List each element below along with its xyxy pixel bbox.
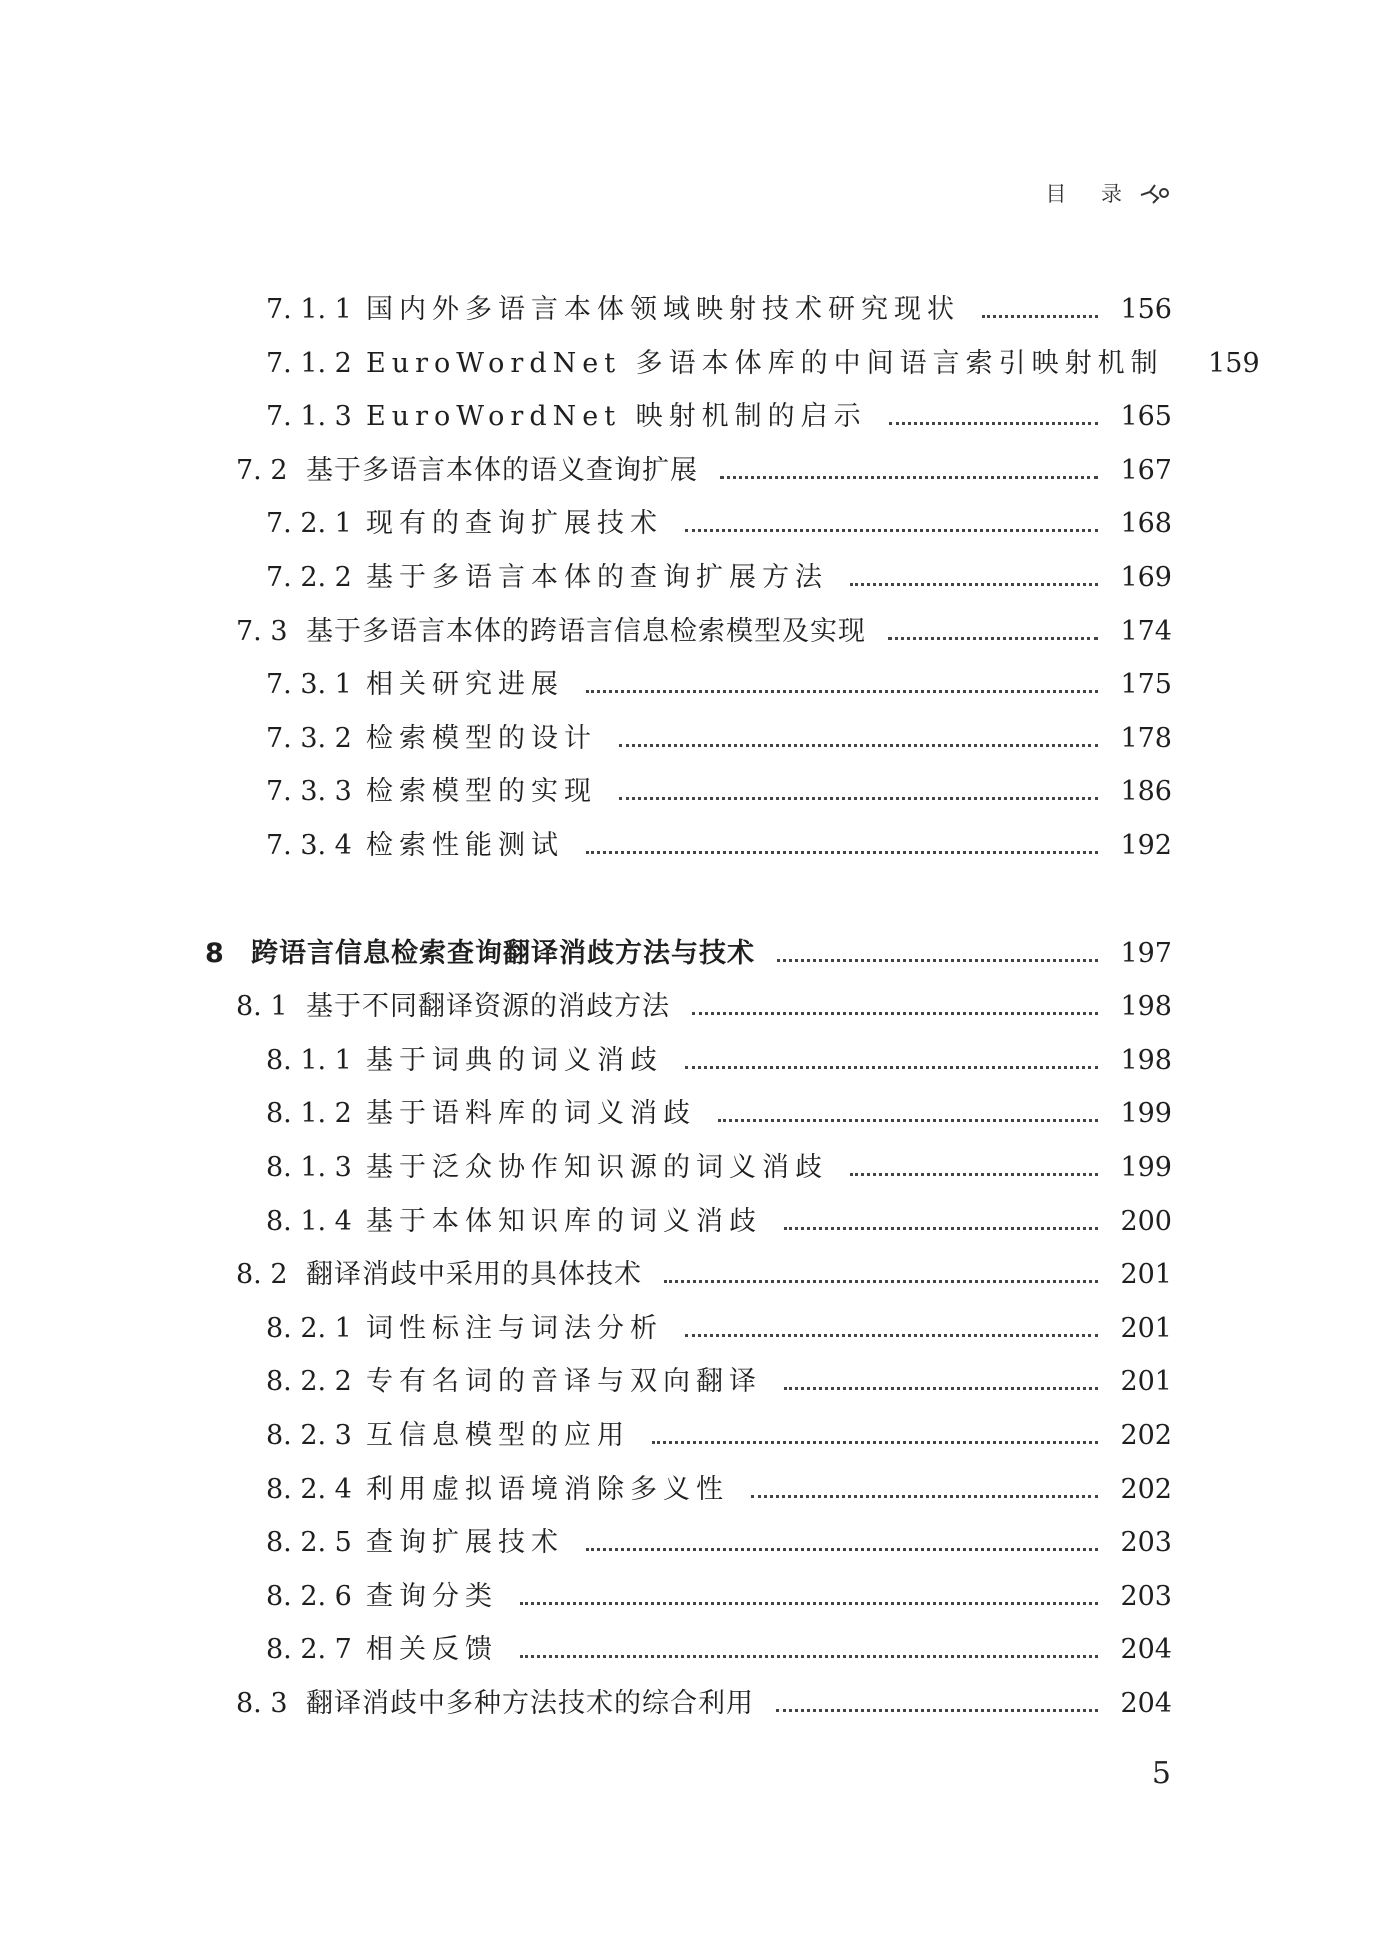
toc-entry-title: 相关研究进展 — [366, 669, 564, 700]
toc-entry-title: 翻译消歧中多种方法技术的综合利用 — [306, 1688, 754, 1719]
toc-entry-title: 检索模型的设计 — [366, 723, 597, 754]
toc-entry — [0, 1355, 1387, 1409]
dot-leader — [685, 1334, 1098, 1337]
toc-entry-page: 197 — [1120, 938, 1172, 969]
dot-leader — [784, 1387, 1098, 1390]
toc-entry-page: 199 — [1120, 1098, 1172, 1129]
toc-entry-number: 8. 1. 2 — [266, 1098, 352, 1129]
toc-entry-title: 基于语料库的词义消歧 — [366, 1098, 696, 1129]
toc-entry-number: 7. 3. 4 — [266, 830, 352, 861]
toc-entry-title: 基于多语言本体的跨语言信息检索模型及实现 — [306, 616, 866, 647]
toc-entry-page: 204 — [1120, 1634, 1172, 1665]
toc-entry — [0, 1141, 1387, 1195]
toc-entry-title: 跨语言信息检索查询翻译消歧方法与技术 — [251, 938, 755, 969]
toc-entry-number: 8. 3 — [236, 1688, 288, 1719]
dot-leader — [652, 1441, 1098, 1444]
toc-entry-number: 8. 2. 7 — [266, 1634, 352, 1665]
dot-leader — [586, 1548, 1098, 1551]
toc-entry-page: 168 — [1120, 508, 1172, 539]
toc-entry-page: 192 — [1120, 830, 1172, 861]
toc-entry — [0, 1516, 1387, 1570]
toc-entry-number: 8. 2. 6 — [266, 1581, 352, 1612]
toc-entry-page: 198 — [1120, 991, 1172, 1022]
toc-entry-page: 174 — [1120, 616, 1172, 647]
toc-entry-title: 利用虚拟语境消除多义性 — [366, 1474, 729, 1505]
dot-leader — [520, 1655, 1098, 1658]
dot-leader — [777, 959, 1098, 962]
toc-entry-title: 翻译消歧中采用的具体技术 — [306, 1259, 642, 1290]
toc-entry-page: 167 — [1120, 455, 1172, 486]
toc-entry-number: 7. 3. 2 — [266, 723, 352, 754]
toc-entry — [0, 1248, 1387, 1302]
dot-leader — [619, 797, 1098, 800]
toc-entry-number: 7. 3. 3 — [266, 776, 352, 807]
dot-leader — [586, 690, 1098, 693]
dot-leader — [784, 1227, 1098, 1230]
toc-entry-title: 基于多语言本体的语义查询扩展 — [306, 455, 698, 486]
toc-entry-title: 查询分类 — [366, 1581, 498, 1612]
toc-entry-title: 国内外多语言本体领域映射技术研究现状 — [366, 294, 960, 325]
dot-leader — [982, 315, 1098, 318]
toc-entry-number: 8. 1 — [236, 991, 288, 1022]
toc-entry — [0, 1677, 1387, 1731]
toc-entry-number: 7. 3. 1 — [266, 669, 352, 700]
toc-entry-page: 178 — [1120, 723, 1172, 754]
toc-entry-page: 201 — [1120, 1313, 1172, 1344]
toc-entry — [0, 605, 1387, 659]
toc-entry-number: 8. 2. 2 — [266, 1366, 352, 1397]
toc-entry — [0, 390, 1387, 444]
toc-entry-title: EuroWordNet 映射机制的启示 — [366, 401, 867, 432]
dot-leader — [685, 529, 1098, 532]
toc-entry-number: 7. 2. 1 — [266, 508, 352, 539]
toc-entry — [0, 1409, 1387, 1463]
toc-entry-number: 7. 3 — [236, 616, 288, 647]
toc-entry-page: 202 — [1120, 1420, 1172, 1451]
toc-entry — [0, 444, 1387, 498]
toc-entry — [0, 712, 1387, 766]
running-header — [1045, 178, 1172, 208]
toc-entry-number: 8. 2. 5 — [266, 1527, 352, 1558]
toc-entry-title: 专有名词的音译与双向翻译 — [366, 1366, 762, 1397]
toc-entry-title: 检索模型的实现 — [366, 776, 597, 807]
dot-leader — [850, 1173, 1098, 1176]
dot-leader — [718, 1119, 1098, 1122]
toc-entry-number: 8 — [205, 938, 224, 969]
toc-entry-number: 7. 1. 1 — [266, 294, 352, 325]
toc-entry — [0, 1302, 1387, 1356]
toc-entry-page: 199 — [1120, 1152, 1172, 1183]
toc-entry-number: 7. 2. 2 — [266, 562, 352, 593]
toc-entry — [0, 765, 1387, 819]
toc-entry — [0, 1623, 1387, 1677]
toc-entry-number: 7. 1. 2 — [266, 348, 352, 379]
toc-entry — [0, 819, 1387, 873]
dot-leader — [520, 1602, 1098, 1605]
toc-entry-title: 基于泛众协作知识源的词义消歧 — [366, 1152, 828, 1183]
toc-entry — [0, 1463, 1387, 1517]
toc-entry-title: 基于本体知识库的词义消歧 — [366, 1206, 762, 1237]
toc-entry-title: EuroWordNet 多语本体库的中间语言索引映射机制 — [366, 348, 1164, 379]
dot-leader — [619, 744, 1098, 747]
toc-entry-title: 基于多语言本体的查询扩展方法 — [366, 562, 828, 593]
toc-entry-number: 8. 2 — [236, 1259, 288, 1290]
toc-entry — [0, 1087, 1387, 1141]
toc-entry-page: 169 — [1120, 562, 1172, 593]
toc-entry-title: 现有的查询扩展技术 — [366, 508, 663, 539]
ornament-icon — [1138, 180, 1172, 206]
dot-leader — [751, 1495, 1098, 1498]
toc-entry — [0, 283, 1387, 337]
toc-entry-number: 8. 2. 3 — [266, 1420, 352, 1451]
toc-entry-page: 202 — [1120, 1474, 1172, 1505]
toc-entry — [0, 927, 1387, 981]
toc-entry-number: 8. 2. 1 — [266, 1313, 352, 1344]
toc-entry-page: 156 — [1120, 294, 1172, 325]
toc-entry-title: 互信息模型的应用 — [366, 1420, 630, 1451]
dot-leader — [888, 637, 1098, 640]
toc-entry — [0, 551, 1387, 605]
toc-entry-page: 159 — [1208, 348, 1260, 379]
toc-entry-title: 基于词典的词义消歧 — [366, 1045, 663, 1076]
dot-leader — [685, 1066, 1098, 1069]
toc-entry-page: 201 — [1120, 1366, 1172, 1397]
toc-entry — [0, 1034, 1387, 1088]
toc-entry-page: 165 — [1120, 401, 1172, 432]
toc-entry — [0, 658, 1387, 712]
toc-entry-number: 7. 1. 3 — [266, 401, 352, 432]
toc-entry-number: 8. 1. 3 — [266, 1152, 352, 1183]
toc-entry — [0, 497, 1387, 551]
toc-entry-title: 词性标注与词法分析 — [366, 1313, 663, 1344]
toc-entry-page: 201 — [1120, 1259, 1172, 1290]
toc-entry-page: 200 — [1120, 1206, 1172, 1237]
toc-entry — [0, 1570, 1387, 1624]
toc-entry-title: 基于不同翻译资源的消歧方法 — [306, 991, 670, 1022]
toc-entry-page: 198 — [1120, 1045, 1172, 1076]
toc-entry — [0, 980, 1387, 1034]
toc-entry-page: 203 — [1120, 1581, 1172, 1612]
toc-entry — [0, 1195, 1387, 1249]
header-label: 目 录 — [1045, 182, 1136, 206]
toc-entry-page: 204 — [1120, 1688, 1172, 1719]
toc-entry-number: 8. 1. 4 — [266, 1206, 352, 1237]
toc-entry-title: 相关反馈 — [366, 1634, 498, 1665]
page-number: 5 — [1151, 1756, 1171, 1791]
dot-leader — [850, 583, 1098, 586]
toc-entry-number: 8. 2. 4 — [266, 1474, 352, 1505]
toc-entry-title: 检索性能测试 — [366, 830, 564, 861]
dot-leader — [692, 1012, 1098, 1015]
dot-leader — [889, 422, 1098, 425]
toc-entry-page: 203 — [1120, 1527, 1172, 1558]
toc-entry-number: 7. 2 — [236, 455, 288, 486]
dot-leader — [664, 1280, 1098, 1283]
toc-entry-page: 175 — [1120, 669, 1172, 700]
toc-entry — [0, 337, 1387, 391]
dot-leader — [776, 1709, 1098, 1712]
toc-entry-title: 查询扩展技术 — [366, 1527, 564, 1558]
dot-leader — [720, 476, 1098, 479]
toc-entry-number: 8. 1. 1 — [266, 1045, 352, 1076]
toc-entry-page: 186 — [1120, 776, 1172, 807]
dot-leader — [586, 851, 1098, 854]
